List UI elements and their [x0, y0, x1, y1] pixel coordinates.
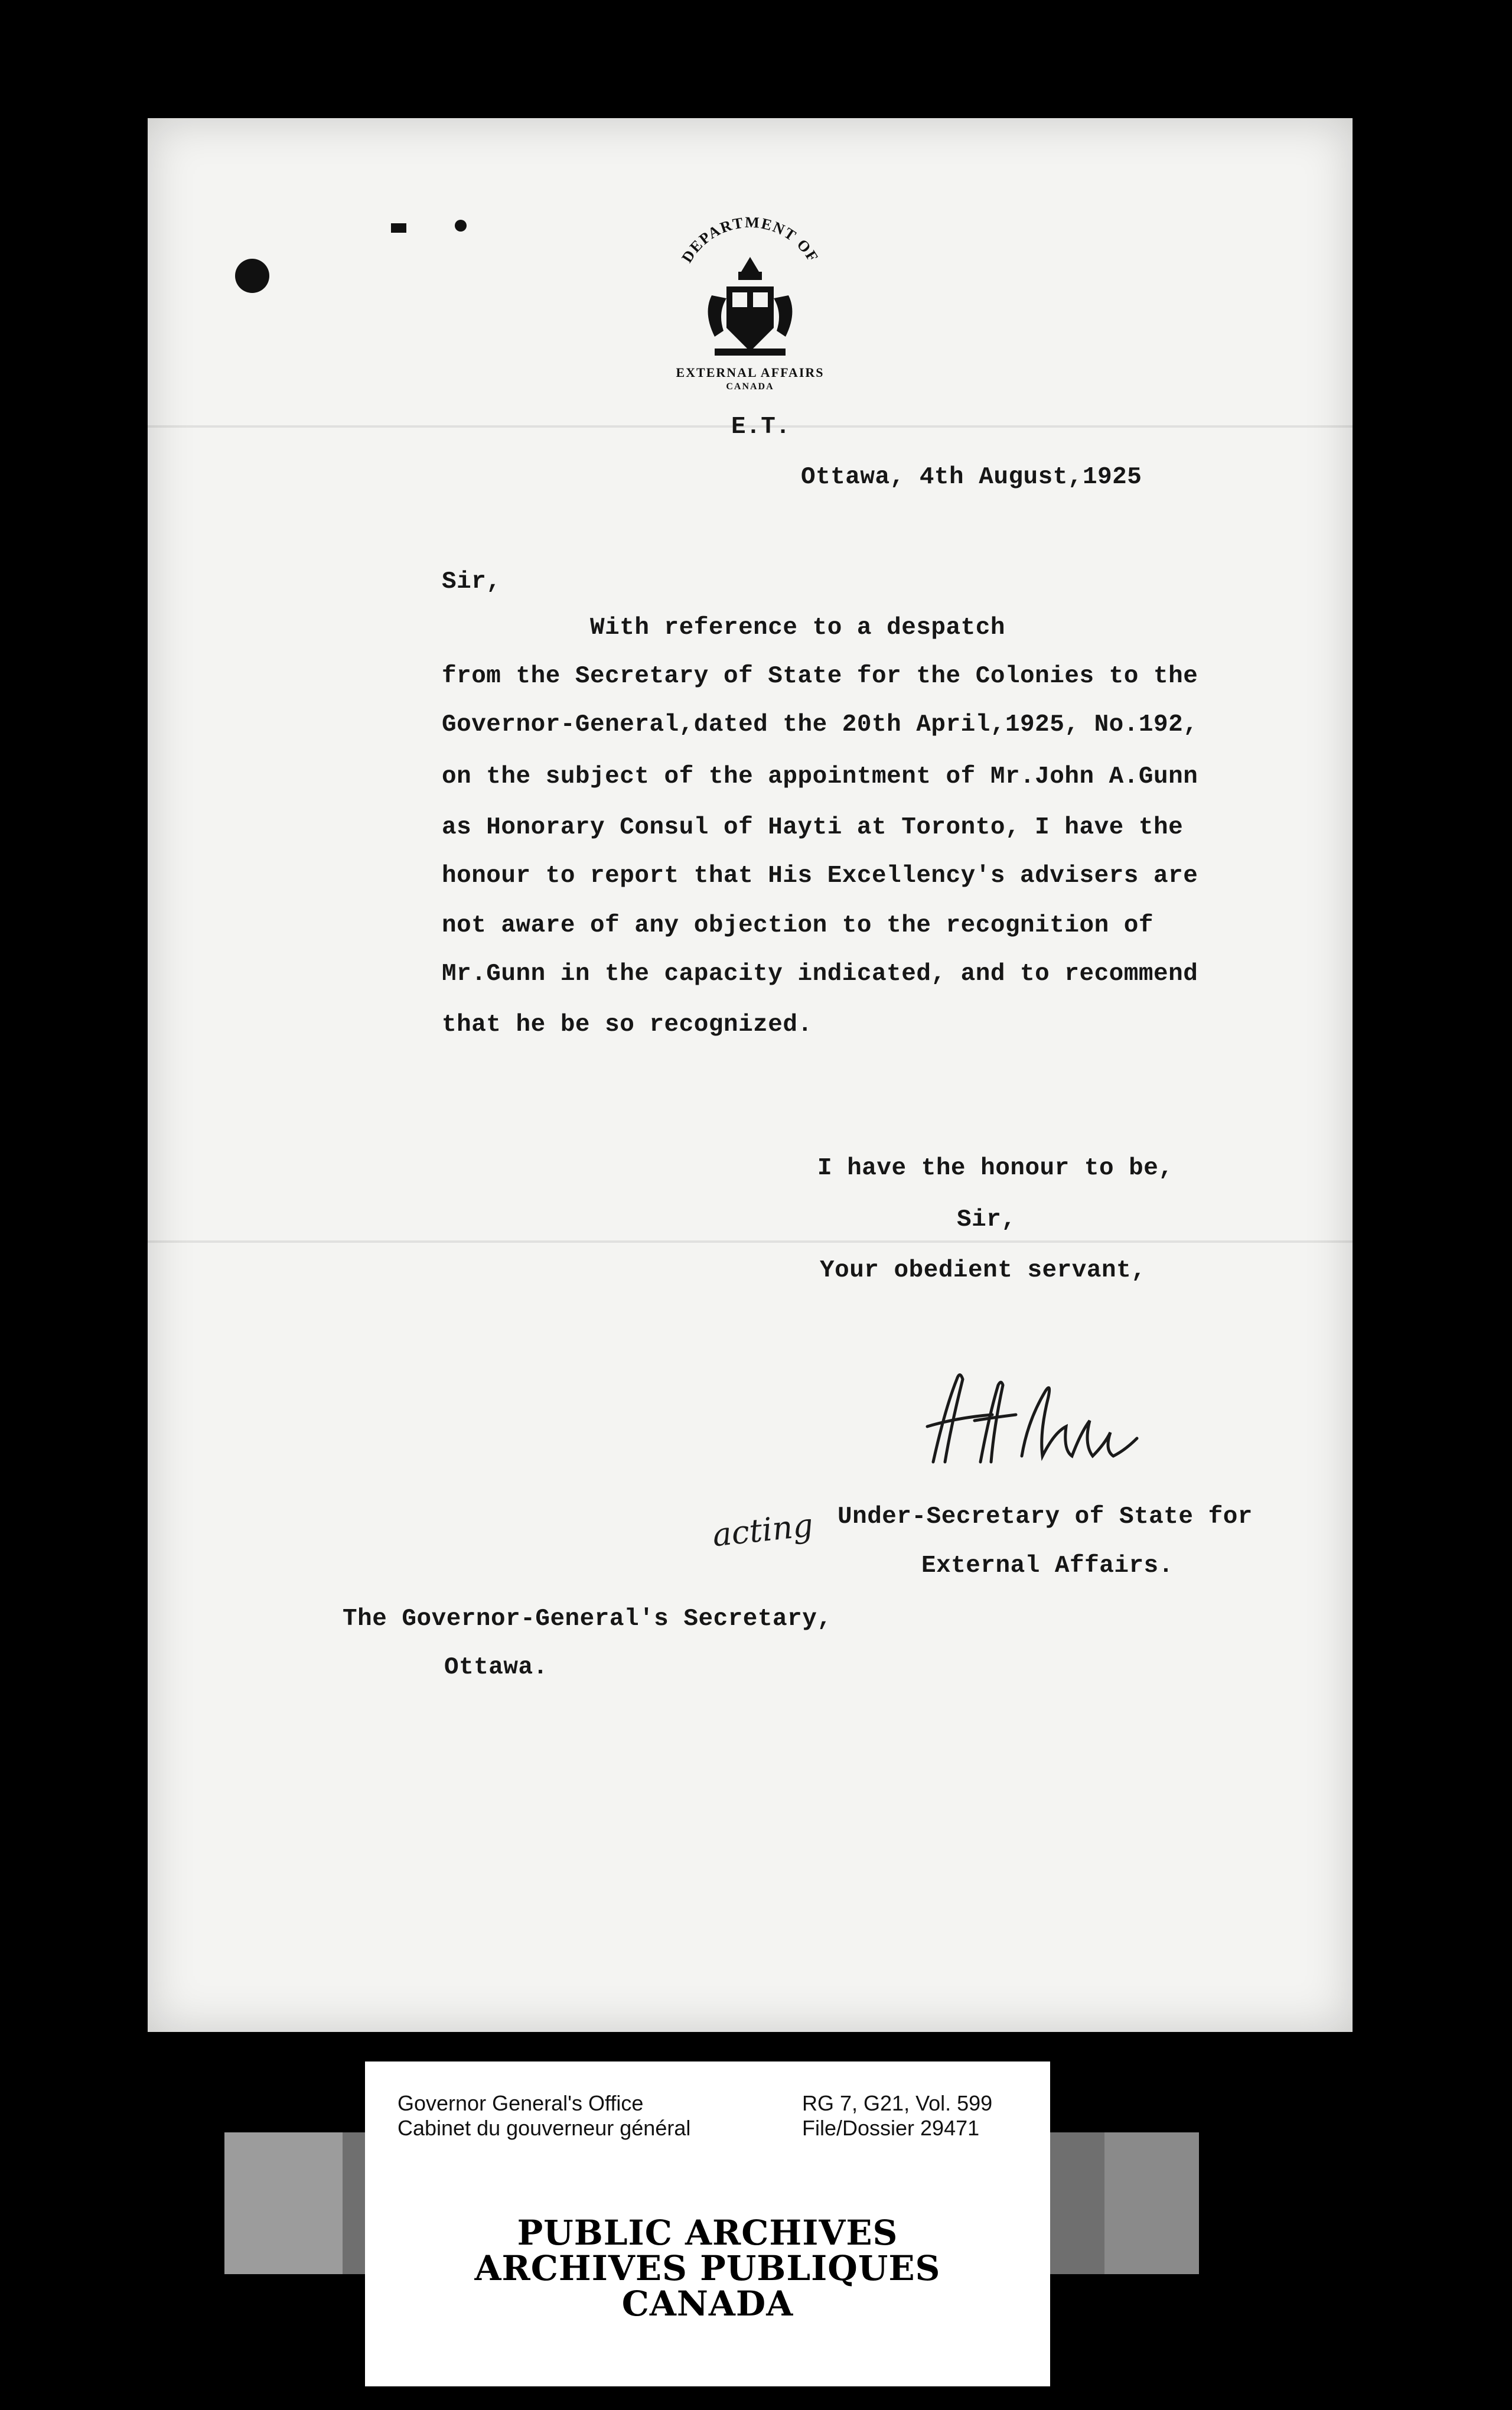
letter-date: Ottawa, 4th August,1925 [801, 464, 1142, 491]
svg-text:acting: acting [711, 1506, 815, 1554]
salutation: Sir, [442, 568, 501, 595]
letterhead-country: CANADA [726, 382, 774, 392]
addressee: The Governor-General's Secretary, [343, 1605, 832, 1633]
punch-mark [455, 220, 467, 232]
coat-of-arms-icon [656, 207, 845, 390]
body-line: honour to report that His Excellency's advisers are [442, 862, 1198, 890]
handwritten-acting-note [709, 1494, 815, 1559]
body-line: Mr.Gunn in the capacity indicated, and to recommend [442, 960, 1198, 988]
body-line: With reference to a despatch [442, 614, 1005, 641]
closing-line: Your obedient servant, [820, 1257, 1146, 1284]
punch-mark [391, 223, 406, 233]
closing-line: I have the honour to be, [817, 1155, 1174, 1182]
body-line: as Honorary Consul of Hayti at Toronto, I have the [442, 814, 1184, 841]
letter-page [148, 118, 1353, 2032]
file-number: File/Dossier 29471 [802, 2116, 980, 2140]
stamp-line: PUBLIC ARCHIVES [517, 2213, 898, 2253]
body-line: Governor-General,dated the 20th April,1925, No.192, [442, 711, 1198, 738]
archive-reference-label [365, 2061, 1050, 2203]
handwritten-signature [910, 1362, 1169, 1480]
addressee-city: Ottawa. [444, 1654, 548, 1681]
stamp-line: ARCHIVES PUBLIQUES [474, 2248, 941, 2288]
letterhead-department: EXTERNAL AFFAIRS [676, 365, 825, 380]
paper-fold-line [148, 1240, 1353, 1243]
reference-code: E.T. [731, 413, 791, 441]
body-line: that he be so recognized. [442, 1011, 813, 1038]
record-group-reference: RG 7, G21, Vol. 599 [802, 2091, 993, 2115]
archive-stamp [365, 2197, 1050, 2386]
stamp-line: CANADA [621, 2284, 794, 2324]
body-line: not aware of any objection to the recognition of [442, 912, 1153, 939]
punch-hole-mark [235, 259, 269, 293]
department-arc-text: DEPARTMENT OF [678, 213, 822, 266]
signatory-title: External Affairs. [921, 1552, 1174, 1579]
closing-line: Sir, [957, 1206, 1016, 1233]
office-french: Cabinet du gouverneur général [397, 2116, 691, 2140]
body-line: from the Secretary of State for the Colonies to the [442, 663, 1198, 690]
office-english: Governor General's Office [397, 2091, 644, 2115]
body-line: on the subject of the appointment of Mr.John A.Gunn [442, 763, 1198, 790]
signatory-title: Under-Secretary of State for [838, 1503, 1253, 1530]
letterhead-crest [656, 207, 845, 390]
